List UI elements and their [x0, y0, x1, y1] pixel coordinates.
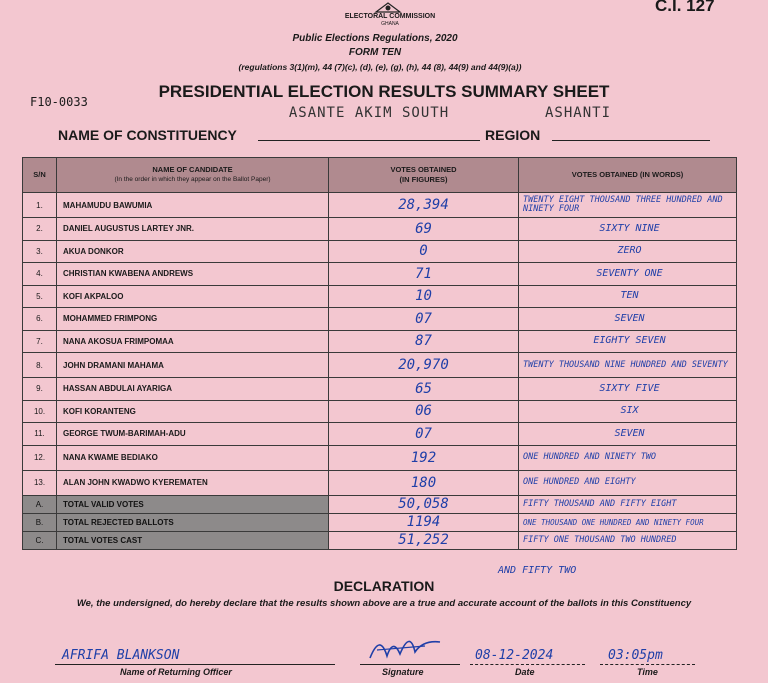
- votes-words: SEVEN: [519, 423, 737, 446]
- votes-words: TWENTY THOUSAND NINE HUNDRED AND SEVENTY: [519, 353, 737, 378]
- row-sn: 8.: [23, 353, 57, 378]
- table-row: [23, 330, 737, 353]
- votes-figures: 65: [329, 378, 519, 401]
- header-words: VOTES OBTAINED (IN WORDS): [519, 158, 737, 193]
- votes-words: ZERO: [519, 240, 737, 263]
- officer-label: Name of Returning Officer: [120, 667, 232, 677]
- candidate-name: HASSAN ABDULAI AYARIGA: [57, 378, 329, 401]
- row-sn: 7.: [23, 330, 57, 353]
- votes-figures: 07: [329, 423, 519, 446]
- signature-label: Signature: [382, 667, 424, 677]
- country-name: GHANA: [381, 21, 399, 27]
- table-row: [23, 193, 737, 218]
- votes-words: SIXTY FIVE: [519, 378, 737, 401]
- votes-figures: 07: [329, 308, 519, 331]
- candidate-name: AKUA DONKOR: [57, 240, 329, 263]
- votes-figures: 71: [329, 263, 519, 286]
- candidate-name: GEORGE TWUM-BARIMAH-ADU: [57, 423, 329, 446]
- votes-words: SIXTY NINE: [519, 218, 737, 241]
- total-figures: 1194: [329, 513, 519, 531]
- table-row: [23, 423, 737, 446]
- votes-figures: 0: [329, 240, 519, 263]
- votes-figures: 180: [329, 470, 519, 495]
- table-header-row: [23, 158, 737, 193]
- votes-figures: 20,970: [329, 353, 519, 378]
- row-sn: 4.: [23, 263, 57, 286]
- row-sn: 11.: [23, 423, 57, 446]
- total-words-continuation: AND FIFTY TWO: [498, 565, 577, 576]
- row-sn: 5.: [23, 285, 57, 308]
- candidate-name: NANA KWAME BEDIAKO: [57, 445, 329, 470]
- candidate-name: MAHAMUDU BAWUMIA: [57, 193, 329, 218]
- constituency-value: ASANTE AKIM SOUTH: [288, 105, 450, 121]
- votes-words: EIGHTY SEVEN: [519, 330, 737, 353]
- table-row: [23, 218, 737, 241]
- candidate-name: KOFI AKPALOO: [57, 285, 329, 308]
- candidate-name: CHRISTIAN KWABENA ANDREWS: [57, 263, 329, 286]
- total-row-rejected: [23, 513, 737, 531]
- declaration-text: We, the undersigned, do hereby declare that the results shown above are a true and accurate account of the ballots in this Constituency: [76, 598, 692, 609]
- table-row: [23, 400, 737, 423]
- row-sn: 1.: [23, 193, 57, 218]
- date-line: [470, 664, 585, 665]
- page-title: PRESIDENTIAL ELECTION RESULTS SUMMARY SHEET: [158, 82, 610, 101]
- table-row: [23, 470, 737, 495]
- total-words: ONE THOUSAND ONE HUNDRED AND NINETY FOUR: [519, 513, 737, 531]
- total-label: TOTAL REJECTED BALLOTS: [57, 513, 329, 531]
- time-value: 03:05pm: [608, 648, 663, 663]
- region-value: ASHANTI: [545, 105, 612, 121]
- row-sn: 3.: [23, 240, 57, 263]
- form-name: FORM TEN: [348, 47, 402, 58]
- row-sn: 12.: [23, 445, 57, 470]
- row-sn: 2.: [23, 218, 57, 241]
- results-table: [22, 157, 737, 550]
- header-figures-label: VOTES OBTAINED: [390, 165, 457, 174]
- votes-words: ONE HUNDRED AND NINETY TWO: [519, 445, 737, 470]
- candidate-name: JOHN DRAMANI MAHAMA: [57, 353, 329, 378]
- votes-figures: 10: [329, 285, 519, 308]
- candidate-name: DANIEL AUGUSTUS LARTEY JNR.: [57, 218, 329, 241]
- candidate-name: MOHAMMED FRIMPONG: [57, 308, 329, 331]
- total-words: FIFTY THOUSAND AND FIFTY EIGHT: [519, 495, 737, 513]
- header-sn: S/N: [23, 158, 57, 193]
- table-row: [23, 263, 737, 286]
- row-sn: 13.: [23, 470, 57, 495]
- candidate-name: ALAN JOHN KWADWO KYEREMATEN: [57, 470, 329, 495]
- total-figures: 51,252: [329, 531, 519, 549]
- time-line: [600, 664, 695, 665]
- candidate-name: KOFI KORANTENG: [57, 400, 329, 423]
- table-row: [23, 353, 737, 378]
- table-row: [23, 285, 737, 308]
- regulations-title: Public Elections Regulations, 2020: [292, 33, 458, 44]
- commission-name: ELECTORAL COMMISSION: [344, 13, 436, 20]
- table-row: [23, 240, 737, 263]
- total-label: TOTAL VOTES CAST: [57, 531, 329, 549]
- votes-figures: 28,394: [329, 193, 519, 218]
- votes-words: TEN: [519, 285, 737, 308]
- votes-words: TWENTY EIGHT THOUSAND THREE HUNDRED AND NINETY FOUR: [519, 193, 737, 218]
- time-label: Time: [637, 667, 658, 677]
- votes-figures: 06: [329, 400, 519, 423]
- header-candidate: [57, 158, 329, 193]
- date-value: 08-12-2024: [475, 648, 554, 663]
- votes-figures: 69: [329, 218, 519, 241]
- returning-officer-name: AFRIFA BLANKSON: [62, 648, 180, 663]
- votes-figures: 87: [329, 330, 519, 353]
- ci-number: C.I. 127: [655, 0, 715, 15]
- votes-words: SEVEN: [519, 308, 737, 331]
- header-figures-sub: (IN FIGURES): [399, 175, 448, 184]
- region-label: REGION: [485, 127, 541, 143]
- date-label: Date: [515, 667, 535, 677]
- constituency-underline: [258, 140, 480, 141]
- row-sn: 9.: [23, 378, 57, 401]
- votes-words: SEVENTY ONE: [519, 263, 737, 286]
- total-label: TOTAL VALID VOTES: [57, 495, 329, 513]
- signature-mark: [365, 628, 445, 664]
- header-candidate-sub: (In the order in which they appear on the Ballot Paper): [114, 176, 271, 183]
- header-figures: [329, 158, 519, 193]
- total-figures: 50,058: [329, 495, 519, 513]
- officer-line: [55, 664, 335, 665]
- total-row-cast: [23, 531, 737, 549]
- regulations-reference: (regulations 3(1)(m), 44 (7)(c), (d), (e), (g), (h), 44 (8), 44(9) and 44(9)(a)): [238, 62, 522, 72]
- form-code: F10-0033: [30, 95, 88, 109]
- table-row: [23, 378, 737, 401]
- row-sn: 10.: [23, 400, 57, 423]
- total-sn: B.: [23, 513, 57, 531]
- votes-figures: 192: [329, 445, 519, 470]
- region-underline: [552, 140, 710, 141]
- header-candidate-label: NAME OF CANDIDATE: [152, 165, 233, 174]
- signature-line: [360, 664, 460, 665]
- declaration-heading: DECLARATION: [333, 578, 435, 594]
- votes-words: ONE HUNDRED AND EIGHTY: [519, 470, 737, 495]
- votes-words: SIX: [519, 400, 737, 423]
- electoral-commission-crest: [372, 0, 404, 14]
- table-row: [23, 445, 737, 470]
- total-row-valid: [23, 495, 737, 513]
- candidate-name: NANA AKOSUA FRIMPOMAA: [57, 330, 329, 353]
- total-words: FIFTY ONE THOUSAND TWO HUNDRED: [519, 531, 737, 549]
- total-sn: C.: [23, 531, 57, 549]
- total-sn: A.: [23, 495, 57, 513]
- constituency-label: NAME OF CONSTITUENCY: [58, 127, 237, 143]
- table-row: [23, 308, 737, 331]
- row-sn: 6.: [23, 308, 57, 331]
